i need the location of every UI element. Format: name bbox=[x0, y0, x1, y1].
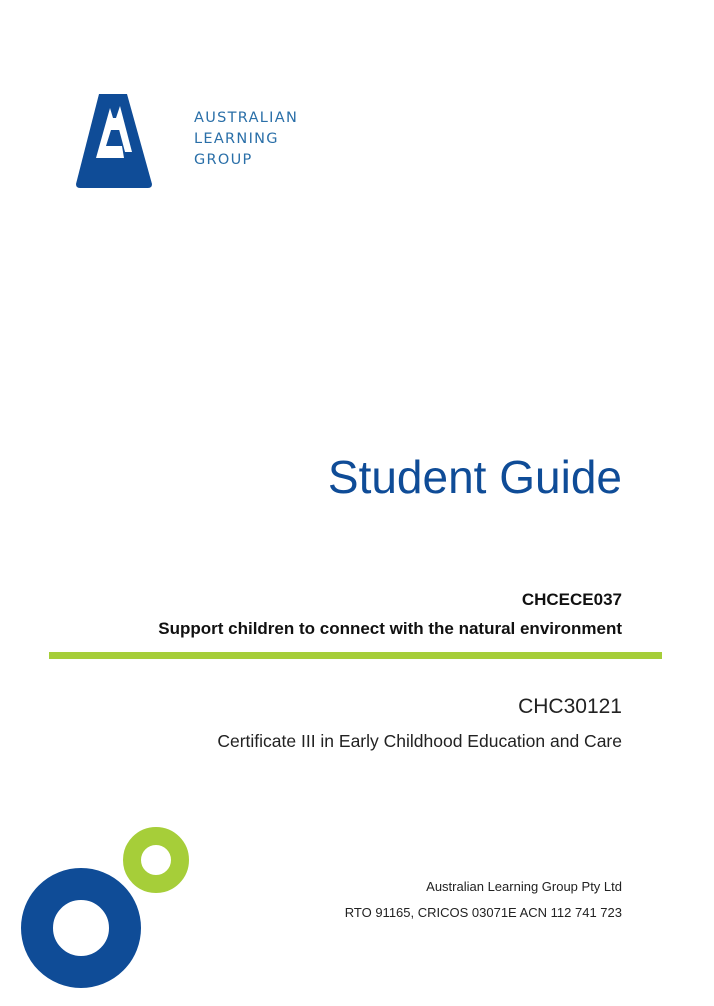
decorative-rings bbox=[0, 820, 200, 1006]
registration-details: RTO 91165, CRICOS 03071E ACN 112 741 723 bbox=[344, 905, 622, 920]
qualification-name: Certificate III in Early Childhood Education and Care bbox=[217, 731, 622, 751]
unit-code: CHCECE037 bbox=[521, 590, 622, 609]
green-ring-icon bbox=[132, 836, 180, 884]
blue-ring-icon bbox=[37, 884, 125, 972]
logo-line-1: AUSTRALIAN bbox=[194, 110, 299, 126]
green-divider bbox=[49, 652, 662, 659]
document-title: Student Guide bbox=[327, 451, 622, 503]
logo-wordmark bbox=[194, 108, 298, 171]
company-logo bbox=[76, 92, 336, 192]
organisation-name: Australian Learning Group Pty Ltd bbox=[426, 879, 622, 894]
logo-line-2: LEARNING bbox=[194, 131, 279, 147]
qualification-code: CHC30121 bbox=[518, 695, 622, 718]
logo-a-icon bbox=[76, 92, 152, 190]
unit-name: Support children to connect with the natural environment bbox=[158, 619, 622, 638]
logo-line-3: GROUP bbox=[194, 152, 253, 168]
